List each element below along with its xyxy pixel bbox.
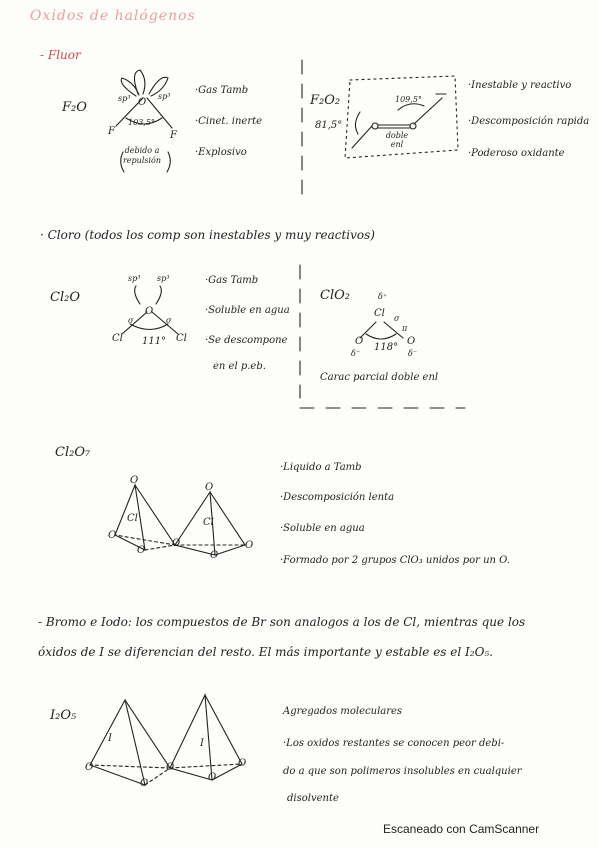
bond-line (125, 700, 170, 768)
scanner-watermark: Escaneado con CamScanner (383, 822, 540, 836)
angle-arc (366, 334, 396, 339)
atom-cl: Cl (127, 513, 138, 524)
bullet-unstable: ·Inestable y reactivo (468, 80, 572, 91)
angle-label: 111° (142, 336, 167, 347)
bond-line (152, 312, 178, 334)
bond-label: σ (394, 314, 400, 323)
bond-line (135, 485, 175, 545)
bond-label: σ (166, 316, 172, 325)
bullet-decomposition: ·Descomposición rapida (468, 116, 590, 127)
bullet-inert: ·Cinet. inerte (195, 116, 263, 127)
plane-outline (345, 76, 458, 158)
bullet-liquid: ·Liquido a Tamb (280, 462, 362, 473)
formula-cl2o7: Cl₂O₇ (55, 445, 91, 460)
charge-label: δ⁺ (378, 292, 388, 301)
atom-o: O (85, 762, 94, 773)
bond-line (90, 765, 170, 785)
atom-o: O (208, 772, 217, 783)
bullet-soluble: ·Soluble en agua (205, 305, 290, 316)
tetrahedron (90, 700, 145, 785)
atom-o (372, 123, 378, 129)
angle-arc (126, 118, 162, 124)
atom-f-left: F (108, 126, 115, 137)
atom-f-right: F (170, 130, 177, 141)
bullet-gas: ·Gas Tamb (205, 275, 259, 286)
bond-label: π (402, 324, 408, 333)
atom-o-left: O (355, 336, 364, 347)
angle-label: 81,5° (315, 120, 343, 131)
atom-o-right: O (407, 336, 416, 347)
i2o5-line-4: disolvente (287, 793, 339, 804)
atom-o: O (138, 97, 147, 108)
lone-pair-label: sp³ (118, 94, 131, 103)
i2o5-line-3: do a que son polimeros insolubles en cualquier (283, 766, 522, 777)
atom-cl: Cl (374, 308, 385, 319)
partial-double-bond-note: Carac parcial doble enl (320, 372, 439, 383)
bond-line (122, 312, 147, 334)
bond-label: σ (128, 316, 134, 325)
atom-i: I (200, 738, 204, 749)
bracket-right (167, 152, 170, 172)
charge-label: δ⁻ (408, 349, 418, 358)
lone-pair-label: sp³ (157, 274, 170, 283)
atom-o: O (205, 482, 214, 493)
angle-arc (355, 112, 360, 134)
angle-label: 103,5° (128, 118, 155, 127)
atom-o: O (140, 778, 149, 789)
bullet-soluble: ·Soluble en agua (280, 523, 365, 534)
bromo-iodo-line-1-text: - Bromo e Iodo: los compuestos de Br son analogos a los de Cl, mientras que los (38, 615, 526, 629)
atom-cl: Cl (203, 517, 214, 528)
atom-o (410, 123, 416, 129)
formula-cl2o: Cl₂O (50, 290, 80, 305)
bullet-oxidant: ·Poderoso oxidante (468, 148, 565, 159)
atom-o-bridge: O (172, 538, 181, 549)
angle-label: 109,5° (395, 95, 422, 104)
formula-f2o2: F₂O₂ (310, 93, 341, 108)
atom-cl-left: Cl (112, 333, 123, 344)
i2o5-line-1: Agregados moleculares (283, 706, 403, 717)
angle-arc (398, 104, 424, 110)
repulsion-note: debido a repulsión (122, 146, 162, 165)
atom-o: O (130, 475, 139, 486)
bond-line (210, 492, 245, 555)
lone-pair-label: sp³ (128, 274, 141, 283)
atom-o: O (238, 758, 247, 769)
bond-line (414, 98, 442, 124)
angle-arc (130, 324, 168, 330)
atom-o-bridge: O (166, 762, 175, 773)
bullet-decomposes-cont: en el p.eb. (213, 361, 266, 372)
page-title: Oxidos de halógenos (30, 8, 196, 24)
lone-pair (135, 286, 140, 304)
lone-pair-label: sp³ (158, 92, 171, 101)
bond-line (352, 126, 372, 148)
bond-line (170, 764, 242, 768)
section-heading-cloro-text: · Cloro (todos los comp son inestables y muy reactivos) (40, 228, 375, 242)
bracket-left (121, 152, 124, 172)
bullet-formed-by: ·Formado por 2 grupos ClO₃ unidos por un O. (280, 555, 510, 566)
double-bond-label: doble enl (385, 131, 409, 149)
atom-o: O (145, 306, 154, 317)
atom-i: I (108, 733, 112, 744)
lone-pair-lobe (149, 77, 168, 96)
i2o5-line-2: ·Los oxidos restantes se conocen peor debi- (283, 738, 505, 749)
bullet-slow-decomposition: ·Descomposición lenta (280, 492, 395, 503)
charge-label: δ⁻ (351, 349, 361, 358)
lone-pair (156, 286, 161, 304)
bromo-iodo-line-2: óxidos de I se diferencian del resto. El más importante y estable es el I₂O₅. (38, 645, 494, 659)
bullet-explosive: ·Explosivo (195, 147, 247, 158)
angle-label: 118° (374, 342, 399, 353)
bullet-decomposes: ·Se descompone (205, 335, 288, 346)
atom-o: O (245, 540, 254, 551)
formula-clo2: ClO₂ (320, 288, 350, 303)
lone-pair-lobe (134, 70, 144, 94)
tetrahedron (115, 485, 145, 550)
bond-line (116, 98, 143, 126)
atom-cl-right: Cl (176, 333, 187, 344)
bullet-gas: ·Gas Tamb (195, 85, 249, 96)
atom-o: O (210, 550, 219, 561)
atom-o: O (137, 545, 146, 556)
formula-f2o: F₂O (62, 100, 87, 115)
section-heading-fluor-text: - Fluor (40, 48, 81, 62)
atom-o: O (108, 530, 117, 541)
formula-i2o5: I₂O₅ (50, 708, 77, 723)
